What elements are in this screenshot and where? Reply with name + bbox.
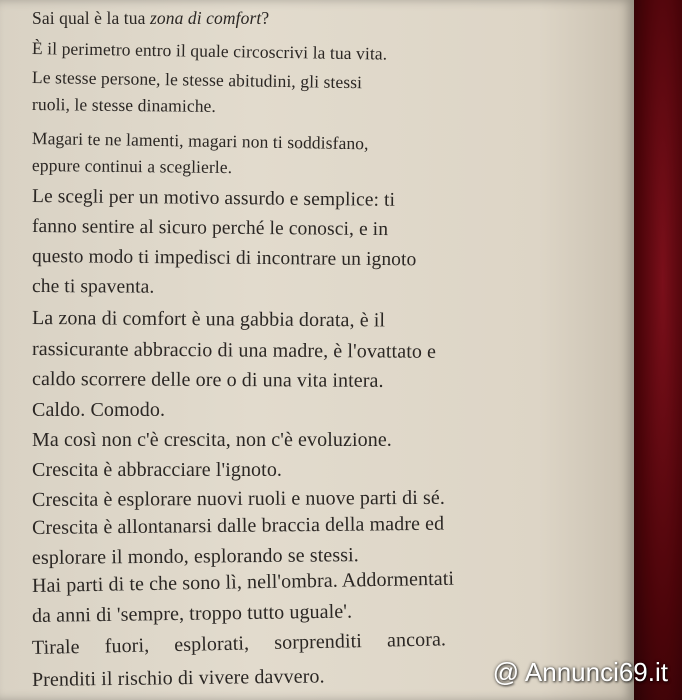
text-line-10: La zona di comfort è una gabbia dorata, è il bbox=[31, 307, 386, 332]
text-line-20: da anni di 'sempre, troppo tutto uguale'. bbox=[31, 600, 353, 627]
text-line-7: fanno sentire al sicuro perché le conosci, e in bbox=[31, 216, 389, 241]
watermark: @ Annunci69.it bbox=[492, 657, 668, 687]
text-line-9: che ti spaventa. bbox=[31, 276, 155, 298]
text-line-4: Magari te ne lamenti, magari non ti soddisfano, bbox=[31, 128, 369, 154]
text-line-14: Ma così non c'è crescita, non c'è evoluzione. bbox=[32, 429, 392, 451]
text-line-11: rassicurante abbraccio di una madre, è l'ovattato e bbox=[31, 338, 437, 363]
page-text bbox=[32, 0, 632, 700]
heading-line: Sai qual è la tua zona di comfort? bbox=[32, 8, 270, 28]
text-line-19: Hai parti di te che sono lì, nell'ombra. Addormentati bbox=[31, 567, 455, 597]
text-line-22: Prenditi il rischio di vivere davvero. bbox=[31, 665, 325, 691]
text-line-21: Tirale fuori, esplorati, sorprenditi ancora. bbox=[31, 628, 447, 659]
text-line-12: caldo scorrere delle ore o di una vita intera. bbox=[31, 368, 384, 392]
text-line-3: ruoli, le stesse dinamiche. bbox=[31, 94, 217, 116]
text-line-8: questo modo ti impedisci di incontrare un ignoto bbox=[31, 246, 417, 271]
text-line-13: Caldo. Comodo. bbox=[32, 399, 166, 421]
text-line-1: È il perimetro entro il quale circoscrivi la tua vita. bbox=[31, 38, 388, 64]
text-line-18: esplorare il mondo, esplorando se stessi. bbox=[31, 544, 359, 569]
zona-di-comfort-emphasis: zona di comfort bbox=[149, 8, 262, 28]
text-line-6: Le scegli per un motivo assurdo e semplice: ti bbox=[31, 186, 396, 211]
text-line-2: Le stesse persone, le stesse abitudini, gli stessi bbox=[31, 67, 363, 93]
text-line-5: eppure continui a sceglierle. bbox=[31, 155, 233, 178]
text-line-16: Crescita è esplorare nuovi ruoli e nuove parti di sé. bbox=[31, 486, 446, 511]
red-fabric-background bbox=[634, 0, 682, 700]
text-line-17: Crescita è allontanarsi dalle braccia della madre ed bbox=[31, 512, 445, 539]
text-line-15: Crescita è abbracciare l'ignoto. bbox=[32, 459, 283, 481]
